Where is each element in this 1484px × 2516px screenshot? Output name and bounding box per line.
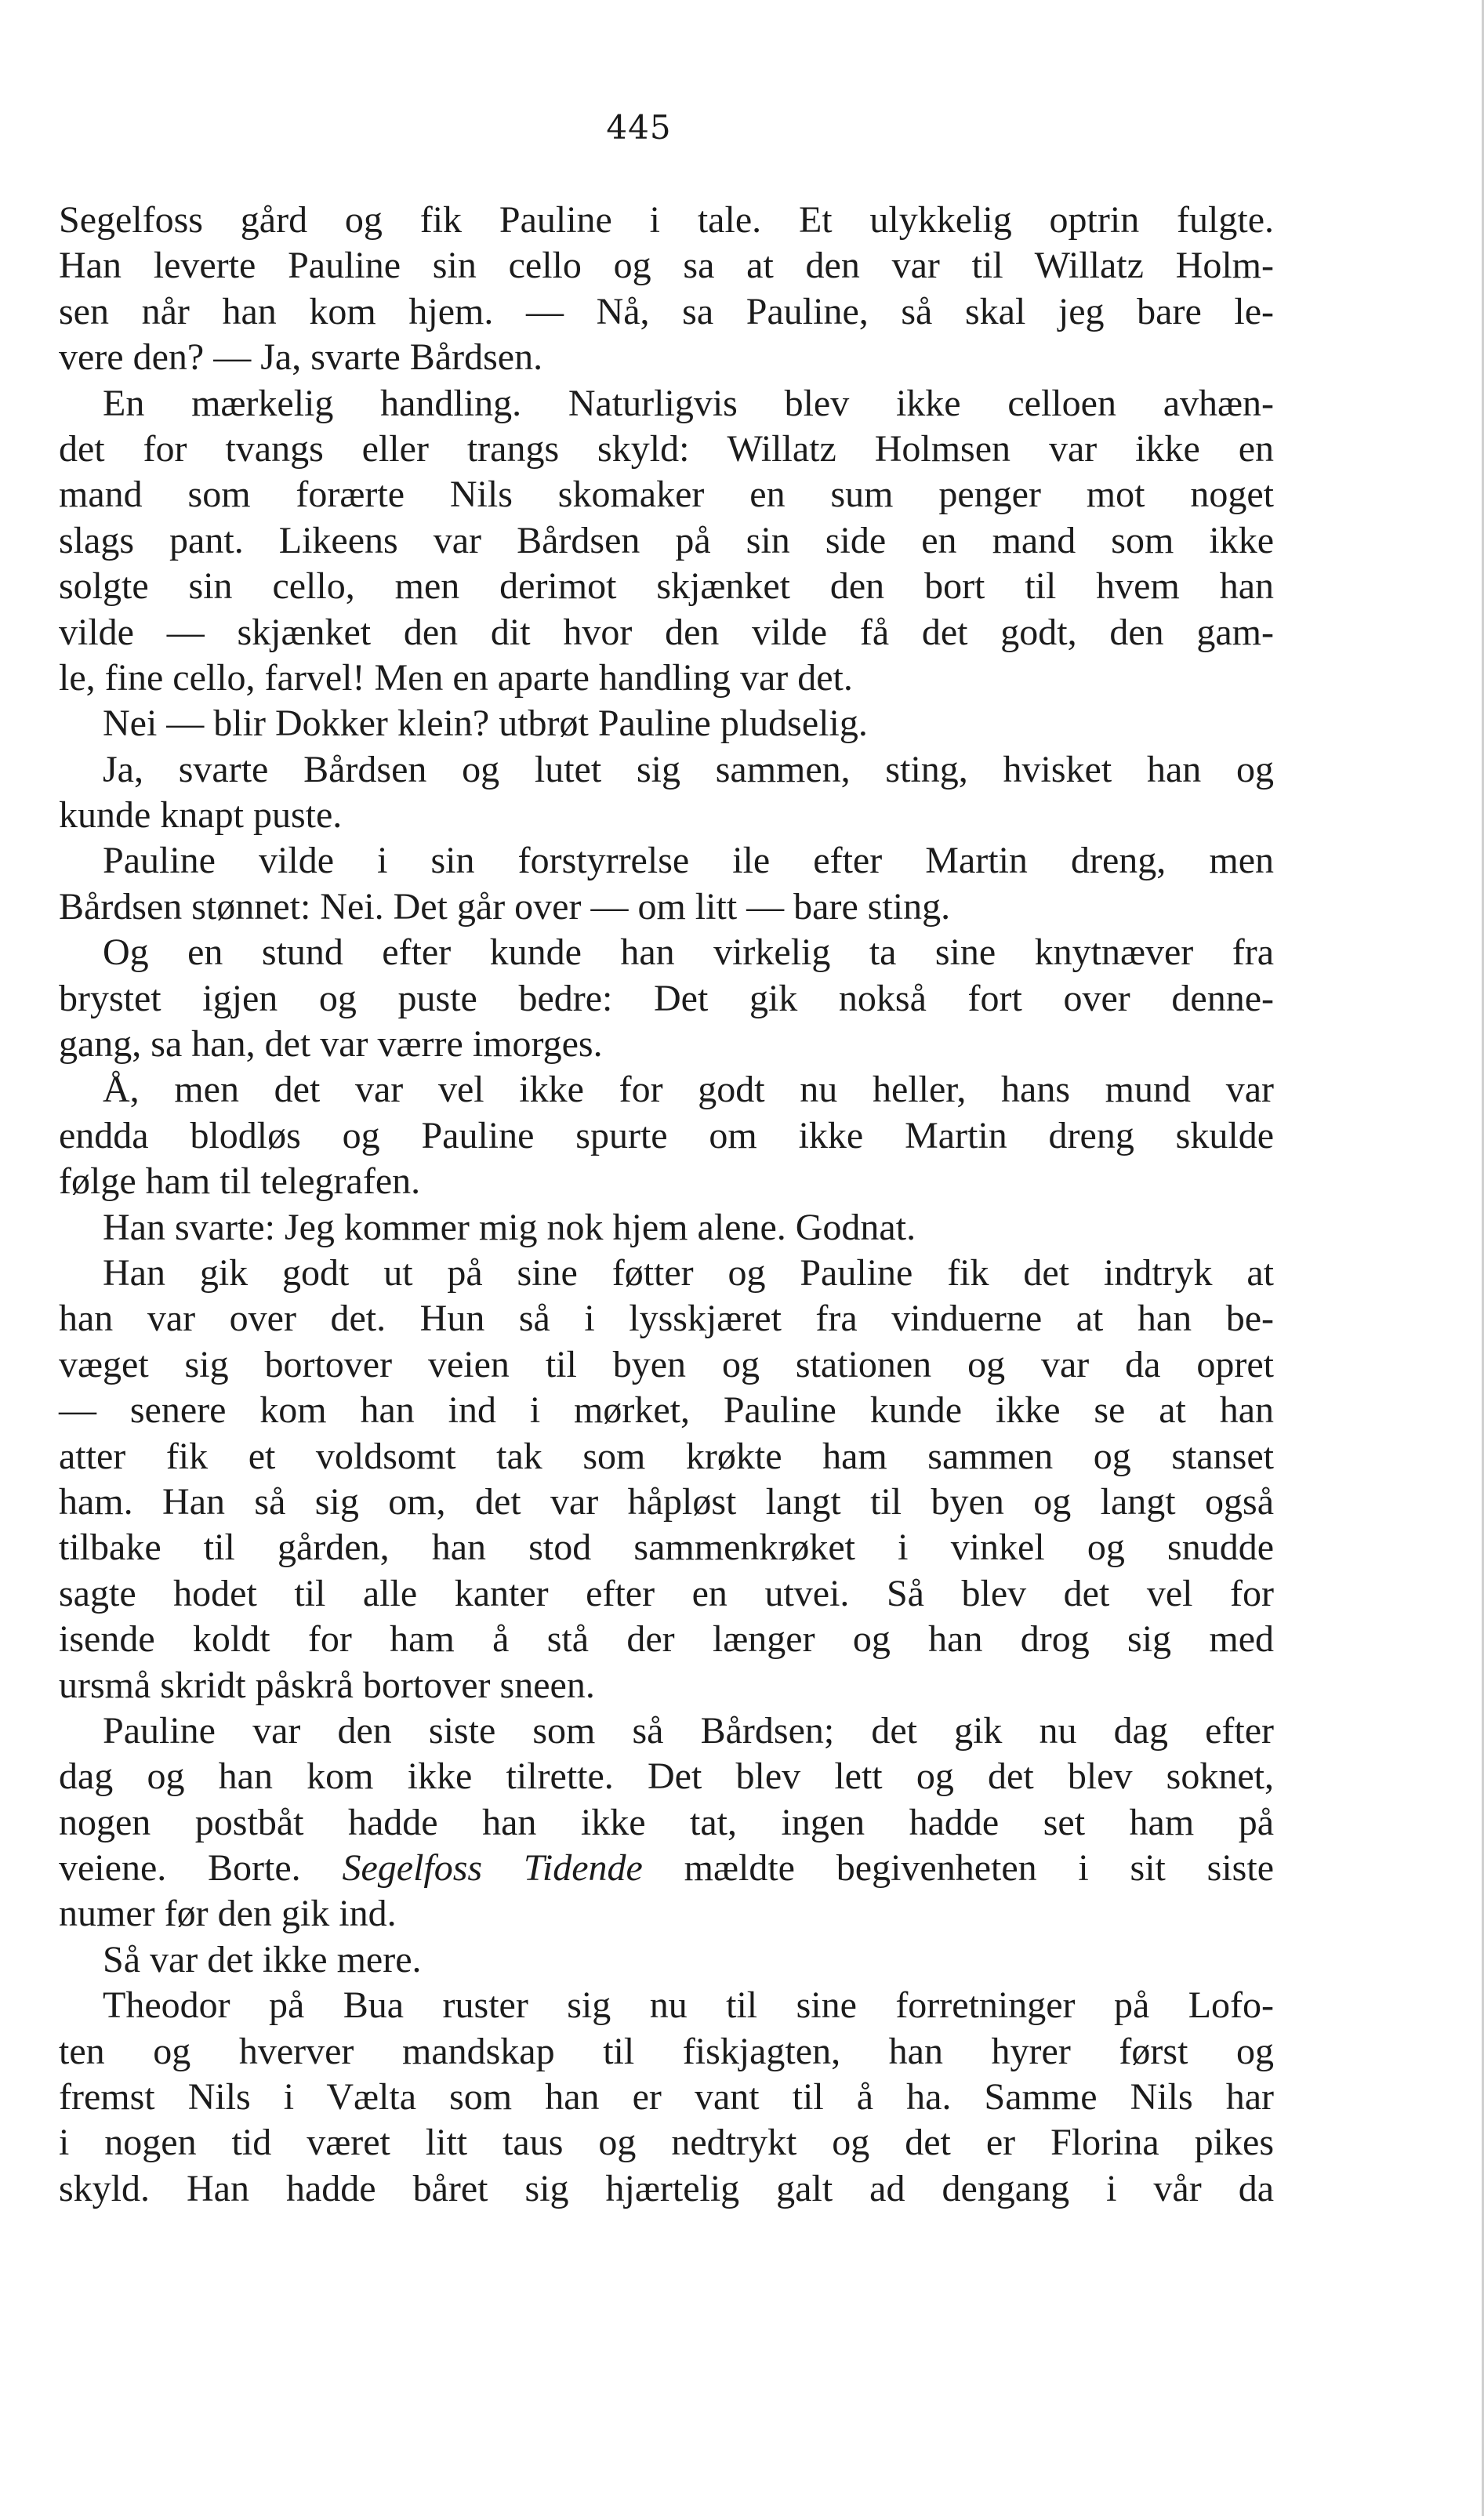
text-line: Pauline var den siste som så Bårdsen; det gik nu dag efter <box>103 1709 1274 1752</box>
text-line: brystet igjen og puste bedre: Det gik nokså fort over denne- <box>59 977 1274 1019</box>
text-line: Theodor på Bua ruster sig nu til sine forretninger på Lofo- <box>103 1984 1274 2027</box>
text-line: endda blodløs og Pauline spurte om ikke Martin dreng skulde <box>59 1114 1274 1156</box>
text-line: mand som forærte Nils skomaker en sum penger mot noget <box>59 474 1274 516</box>
text-line: i nogen tid været litt taus og nedtrykt og det er Florina pikes <box>59 2122 1274 2164</box>
text-line: — senere kom han ind i mørket, Pauline kunde ikke se at han <box>59 1389 1274 1432</box>
text-line: Bårdsen stønnet: Nei. Det går over — om litt — bare sting. <box>59 885 951 928</box>
text-line: slags pant. Likeens var Bårdsen på sin side en mand som ikke <box>59 519 1274 561</box>
text-line: dag og han kom ikke tilrette. Det blev lett og det blev soknet, <box>59 1755 1274 1798</box>
text-line: kunde knapt puste. <box>59 794 343 837</box>
body-text <box>59 198 1274 2212</box>
text-line: Så var det ikke mere. <box>103 1938 422 1980</box>
text-line: sen når han kom hjem. — Nå, sa Pauline, så skal jeg bare le- <box>59 290 1274 332</box>
text-line: Han svarte: Jeg kommer mig nok hjem alene. Godnat. <box>103 1206 916 1248</box>
text-line: skyld. Han hadde båret sig hjærtelig galt ad dengang i vår da <box>59 2167 1274 2209</box>
text-line: Han leverte Pauline sin cello og sa at den var til Willatz Holm- <box>59 245 1274 287</box>
text-line: numer før den gik ind. <box>59 1893 397 1935</box>
text-line: Og en stund efter kunde han virkelig ta sine knytnæver fra <box>103 931 1274 974</box>
text-line: Han gik godt ut på sine føtter og Pauline fik det indtryk at <box>103 1251 1274 1294</box>
text-line: sagte hodet til alle kanter efter en utvei. Så blev det vel for <box>59 1572 1274 1614</box>
text-line: følge ham til telegrafen. <box>59 1160 421 1203</box>
text-line: tilbake til gården, han stod sammenkrøket i vinkel og snudde <box>59 1527 1274 1569</box>
text-line: ten og hverver mandskap til fiskjagten, han hyrer først og <box>59 2030 1274 2072</box>
italic-title: Segelfoss Tidende <box>342 1847 643 1890</box>
text-line: atter fik et voldsomt tak som krøkte ham sammen og stanset <box>59 1435 1274 1477</box>
text-line: vilde — skjænket den dit hvor den vilde få det godt, den gam- <box>59 611 1274 653</box>
text-line: væget sig bortover veien til byen og stationen og var da opret <box>59 1343 1274 1385</box>
text-line: vere den? — Ja, svarte Bårdsen. <box>59 336 543 379</box>
text-line: solgte sin cello, men derimot skjænket den bort til hvem han <box>59 565 1274 608</box>
text-line: ursmå skridt påskrå bortover sneen. <box>59 1664 595 1706</box>
text-line: Nei — blir Dokker klein? utbrøt Pauline pludselig. <box>103 703 868 745</box>
text-line: fremst Nils i Vælta som han er vant til å ha. Samme Nils har <box>59 2076 1274 2118</box>
text-line: Ja, svarte Bårdsen og lutet sig sammen, sting, hvisket han og <box>103 748 1274 790</box>
page-number: 445 <box>606 108 672 147</box>
text-line: le, fine cello, farvel! Men en aparte handling var det. <box>59 656 853 699</box>
text-line: isende koldt for ham å stå der længer og han drog sig med <box>59 1618 1274 1661</box>
text-line: Pauline vilde i sin forstyrrelse ile efter Martin dreng, men <box>103 840 1274 882</box>
text-line: En mærkelig handling. Naturligvis blev ikke celloen avhæn- <box>103 382 1274 424</box>
text-line: gang, sa han, det var værre imorges. <box>59 1023 603 1066</box>
text-line: Segelfoss gård og fik Pauline i tale. Et ulykkelig optrin fulgte. <box>59 199 1274 241</box>
text-line: Å, men det var vel ikke for godt nu heller, hans mund var <box>103 1069 1274 1111</box>
text-line: det for tvangs eller trangs skyld: Willatz Holmsen var ikke en <box>59 427 1274 470</box>
text-line: ham. Han så sig om, det var håpløst langt til byen og langt også <box>59 1480 1274 1523</box>
text-line: nogen postbåt hadde han ikke tat, ingen hadde set ham på <box>59 1801 1274 1843</box>
text-line: han var over det. Hun så i lysskjæret fra vinduerne at han be- <box>59 1298 1274 1340</box>
text-line: veiene. Borte. Segelfoss Tidende mældte begivenheten i sit siste <box>59 1847 1275 1890</box>
